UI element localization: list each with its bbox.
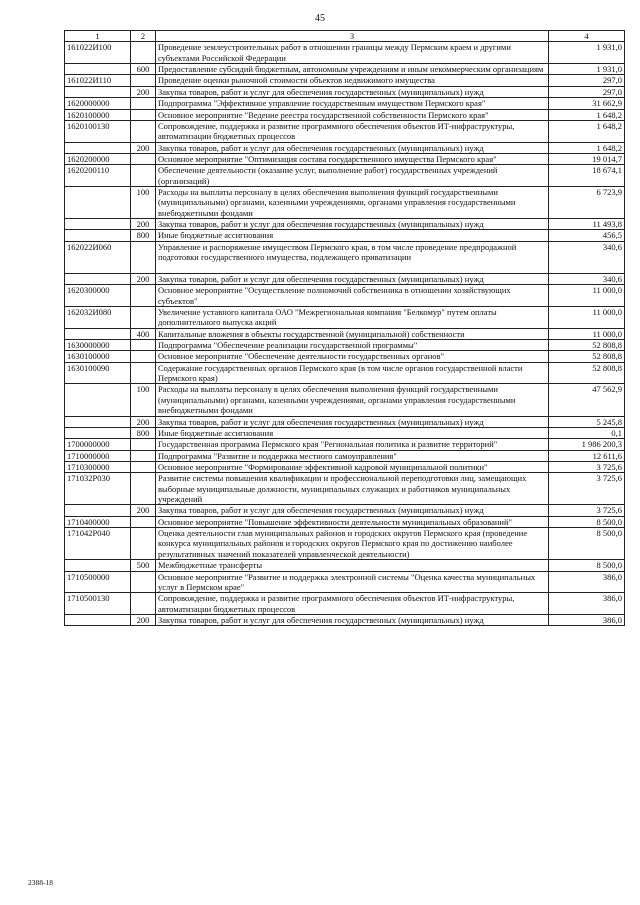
row-amount-cell: 340,6 [549,241,625,273]
row-expense-type-cell [131,593,156,615]
row-name-cell: Иные бюджетные ассигнования [156,230,549,241]
row-amount-cell: 297,0 [549,86,625,97]
row-code-cell: 1620200000 [65,153,131,164]
row-expense-type-cell [131,351,156,362]
row-expense-type-cell [131,362,156,384]
table-row [65,285,625,307]
row-amount-cell: 11 000,0 [549,285,625,307]
row-expense-type-cell [131,473,156,505]
row-amount-cell: 1 648,2 [549,109,625,120]
row-code-cell: 1620100000 [65,109,131,120]
row-expense-type-cell: 400 [131,328,156,339]
row-amount-cell: 340,6 [549,273,625,284]
table-row [65,165,625,187]
header-row [65,31,625,42]
table-header [65,31,625,42]
row-name-cell: Основное мероприятие "Повышение эффективности деятельности муниципальных образований" [156,516,549,527]
row-expense-type-cell [131,153,156,164]
row-code-cell [65,614,131,625]
row-name-cell: Основное мероприятие "Ведение реестра государственной собственности Пермского края" [156,109,549,120]
row-name-cell: Подпрограмма "Обеспечение реализации государственной программы" [156,339,549,350]
row-amount-cell: 386,0 [549,593,625,615]
row-expense-type-cell: 800 [131,230,156,241]
table-row [65,439,625,450]
row-expense-type-cell: 500 [131,560,156,571]
row-code-cell: 1700000000 [65,439,131,450]
row-code-cell [65,427,131,438]
row-amount-cell: 52 808,8 [549,351,625,362]
row-expense-type-cell: 100 [131,187,156,219]
row-expense-type-cell [131,98,156,109]
table-row [65,306,625,328]
table-row [65,273,625,284]
row-expense-type-cell [131,528,156,560]
row-expense-type-cell [131,42,156,64]
row-code-cell [65,187,131,219]
row-amount-cell: 11 000,0 [549,306,625,328]
row-expense-type-cell [131,306,156,328]
row-name-cell: Проведение оценки рыночной стоимости объектов недвижимого имущества [156,75,549,86]
row-amount-cell: 19 014,7 [549,153,625,164]
row-expense-type-cell: 200 [131,614,156,625]
row-amount-cell: 3 725,6 [549,473,625,505]
row-code-cell [65,142,131,153]
row-name-cell: Увеличение уставного капитала ОАО "Межрегиональная компания "Белкомур" путем оплаты дополнительного выпуска акций [156,306,549,328]
row-name-cell: Содержание государственных органов Пермского края (в том числе органов государственной власти Пермского края) [156,362,549,384]
table-row [65,516,625,527]
row-code-cell: 161022И110 [65,75,131,86]
row-expense-type-cell: 600 [131,64,156,75]
row-name-cell: Государственная программа Пермского края "Региональная политика и развитие территорий" [156,439,549,450]
row-amount-cell: 47 562,9 [549,384,625,416]
header-col-3: 3 [156,31,549,42]
table-row [65,328,625,339]
row-code-cell [65,64,131,75]
table-row [65,351,625,362]
table-row [65,86,625,97]
row-code-cell [65,416,131,427]
row-name-cell: Проведение землеустроительных работ в отношении границы между Пермским краем и другими субъектами Российской Федерации [156,42,549,64]
row-name-cell: Развитие системы повышения квалификации и профессиональной переподготовки лиц, замещающих выборные муниципальные должности, муниципальных служащих и работников муниципальных учреждений [156,473,549,505]
row-name-cell: Расходы на выплаты персоналу в целях обеспечения выполнения функций государственными (муниципальными) органами, казенными учреждениями, органами управления государственными внебюджетными фондами [156,187,549,219]
row-code-cell: 1710500000 [65,571,131,593]
row-amount-cell: 3 725,6 [549,461,625,472]
row-name-cell: Расходы на выплаты персоналу в целях обеспечения выполнения функций государственными (муниципальными) органами, казенными учреждениями, органами управления государственными внебюджетными фондами [156,384,549,416]
row-expense-type-cell [131,120,156,142]
table-row [65,75,625,86]
row-amount-cell: 386,0 [549,571,625,593]
row-code-cell [65,384,131,416]
row-name-cell: Обеспечение деятельности (оказание услуг, выполнение работ) государственных учреждений (организаций) [156,165,549,187]
row-code-cell [65,230,131,241]
row-amount-cell: 8 500,0 [549,560,625,571]
row-amount-cell: 386,0 [549,614,625,625]
header-col-1: 1 [65,31,131,42]
row-amount-cell: 1 648,2 [549,120,625,142]
row-amount-cell: 52 808,8 [549,362,625,384]
row-expense-type-cell [131,571,156,593]
row-name-cell: Сопровождение, поддержка и развитие программного обеспечения объектов ИТ-инфраструктуры, автоматизации бюджетных процессов [156,593,549,615]
table-row [65,153,625,164]
row-name-cell: Закупка товаров, работ и услуг для обеспечения государственных (муниципальных) нужд [156,416,549,427]
table-row [65,64,625,75]
row-name-cell: Подпрограмма "Эффективное управление государственным имуществом Пермского края" [156,98,549,109]
row-name-cell: Закупка товаров, работ и услуг для обеспечения государственных (муниципальных) нужд [156,505,549,516]
row-amount-cell: 11 000,0 [549,328,625,339]
table-row [65,461,625,472]
table-row [65,142,625,153]
table-body [65,42,625,626]
row-expense-type-cell: 200 [131,273,156,284]
row-code-cell: 1630100090 [65,362,131,384]
row-expense-type-cell [131,516,156,527]
row-expense-type-cell: 200 [131,219,156,230]
table-row [65,384,625,416]
row-expense-type-cell: 200 [131,86,156,97]
table-row [65,560,625,571]
row-name-cell: Оценка деятельности глав муниципальных районов и городских округов Пермского края (проведение конкурса муниципальных районов и городских округов Пермского края по достижению наиболее результативных значений показателей управленческой деятельности) [156,528,549,560]
row-amount-cell: 8 500,0 [549,516,625,527]
row-expense-type-cell: 200 [131,505,156,516]
table-row [65,187,625,219]
row-code-cell: 1620000000 [65,98,131,109]
row-amount-cell: 1 648,2 [549,142,625,153]
header-col-2: 2 [131,31,156,42]
row-code-cell: 1620100130 [65,120,131,142]
row-name-cell: Закупка товаров, работ и услуг для обеспечения государственных (муниципальных) нужд [156,219,549,230]
table-row [65,241,625,273]
row-expense-type-cell [131,461,156,472]
budget-table [64,30,625,626]
row-expense-type-cell [131,285,156,307]
row-code-cell [65,219,131,230]
row-name-cell: Межбюджетные трансферты [156,560,549,571]
row-name-cell: Основное мероприятие "Оптимизация состава государственного имущества Пермского края" [156,153,549,164]
header-col-4: 4 [549,31,625,42]
row-code-cell: 1630100000 [65,351,131,362]
row-amount-cell: 8 500,0 [549,528,625,560]
row-name-cell: Предоставление субсидий бюджетным, автономным учреждениям и иным некоммерческим организациям [156,64,549,75]
table-row [65,593,625,615]
footer-code: 2388-18 [28,878,53,887]
row-expense-type-cell: 100 [131,384,156,416]
row-expense-type-cell: 200 [131,416,156,427]
table-row [65,339,625,350]
row-expense-type-cell [131,241,156,273]
row-name-cell: Закупка товаров, работ и услуг для обеспечения государственных (муниципальных) нужд [156,614,549,625]
row-expense-type-cell [131,439,156,450]
row-name-cell: Основное мероприятие "Осуществление полномочий собственника в отношении хозяйствующих субъектов" [156,285,549,307]
row-code-cell [65,328,131,339]
row-code-cell: 171042Р040 [65,528,131,560]
row-code-cell: 162032И080 [65,306,131,328]
row-expense-type-cell [131,450,156,461]
row-amount-cell: 456,5 [549,230,625,241]
row-amount-cell: 0,1 [549,427,625,438]
row-name-cell: Закупка товаров, работ и услуг для обеспечения государственных (муниципальных) нужд [156,86,549,97]
row-amount-cell: 18 674,1 [549,165,625,187]
row-amount-cell: 6 723,9 [549,187,625,219]
table-row [65,120,625,142]
table-row [65,42,625,64]
row-code-cell: 1630000000 [65,339,131,350]
table-row [65,473,625,505]
row-code-cell: 171032Р030 [65,473,131,505]
table-row [65,614,625,625]
table-row [65,219,625,230]
row-code-cell: 162022И060 [65,241,131,273]
row-code-cell: 1710400000 [65,516,131,527]
row-name-cell: Основное мероприятие "Формирование эффективной кадровой муниципальной политики" [156,461,549,472]
row-name-cell: Управление и распоряжение имуществом Пермского края, в том числе проведение предпродажной подготовки государственного имущества, подлежащего приватизации [156,241,549,273]
table-row [65,571,625,593]
row-code-cell: 1710000000 [65,450,131,461]
table-row [65,362,625,384]
row-amount-cell: 1 931,0 [549,42,625,64]
row-code-cell [65,505,131,516]
row-name-cell: Основное мероприятие "Обеспечение деятельности государственных органов" [156,351,549,362]
row-name-cell: Подпрограмма "Развитие и поддержка местного самоуправления" [156,450,549,461]
row-expense-type-cell [131,75,156,86]
table-row [65,230,625,241]
row-amount-cell: 297,0 [549,75,625,86]
row-name-cell: Закупка товаров, работ и услуг для обеспечения государственных (муниципальных) нужд [156,273,549,284]
row-amount-cell: 5 245,8 [549,416,625,427]
row-name-cell: Основное мероприятие "Развитие и поддержка электронной системы "Оценка качества муниципальных услуг в Пермском крае" [156,571,549,593]
row-amount-cell: 52 808,8 [549,339,625,350]
row-code-cell: 161022И100 [65,42,131,64]
row-code-cell: 1710300000 [65,461,131,472]
row-name-cell: Сопровождение, поддержка и развитие программного обеспечения объектов ИТ-инфраструктуры, автоматизации бюджетных процессов [156,120,549,142]
row-amount-cell: 31 662,9 [549,98,625,109]
row-name-cell: Закупка товаров, работ и услуг для обеспечения государственных (муниципальных) нужд [156,142,549,153]
row-amount-cell: 12 611,6 [549,450,625,461]
row-code-cell [65,86,131,97]
row-name-cell: Иные бюджетные ассигнования [156,427,549,438]
row-amount-cell: 1 931,0 [549,64,625,75]
row-amount-cell: 1 986 200,3 [549,439,625,450]
row-code-cell [65,273,131,284]
row-code-cell [65,560,131,571]
row-code-cell: 1620300000 [65,285,131,307]
row-name-cell: Капитальные вложения в объекты государственной (муниципальной) собственности [156,328,549,339]
table-row [65,528,625,560]
row-expense-type-cell: 200 [131,142,156,153]
page-number: 45 [315,13,325,24]
row-expense-type-cell [131,339,156,350]
table-row [65,416,625,427]
table-row [65,505,625,516]
table-row [65,109,625,120]
row-expense-type-cell: 800 [131,427,156,438]
row-amount-cell: 11 493,8 [549,219,625,230]
table-row [65,450,625,461]
row-amount-cell: 3 725,6 [549,505,625,516]
row-code-cell: 1710500130 [65,593,131,615]
table-row [65,427,625,438]
row-code-cell: 1620200110 [65,165,131,187]
table-row [65,98,625,109]
row-expense-type-cell [131,165,156,187]
row-expense-type-cell [131,109,156,120]
